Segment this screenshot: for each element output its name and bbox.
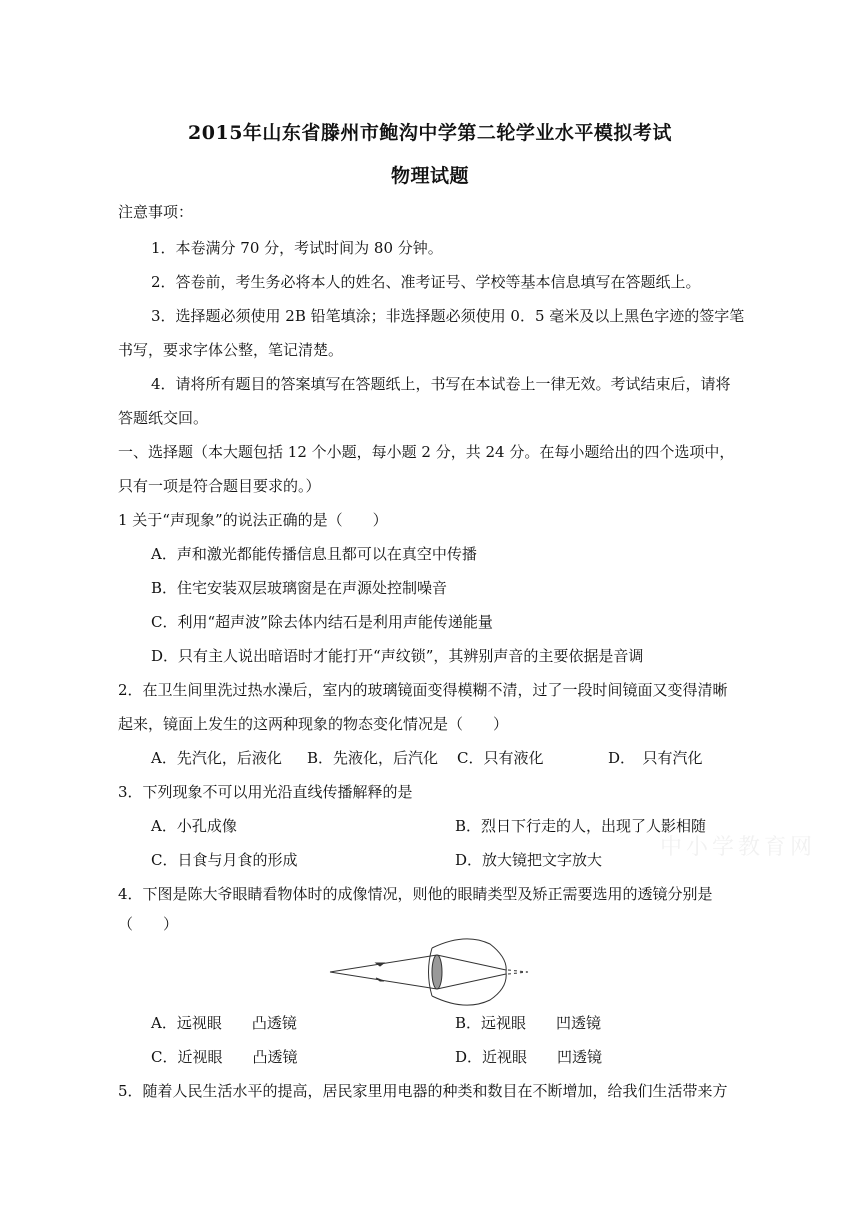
- notice-item: 1．本卷满分 70 分，考试时间为 80 分钟。: [151, 239, 443, 257]
- question-1-option-b: B．住宅安装双层玻璃窗是在声源处控制噪音: [151, 579, 448, 597]
- question-2-option-b: B．先液化，后汽化: [307, 749, 439, 767]
- question-3-option-c: C．日食与月食的形成: [151, 851, 298, 869]
- exam-subtitle: 物理试题: [390, 165, 469, 187]
- question-1-option-d: D．只有主人说出暗语时才能打开“声纹锁”，其辨别声音的主要依据是音调: [151, 647, 644, 665]
- question-2-option-c: C．只有液化: [457, 749, 544, 767]
- question-3-option-b: B．烈日下行走的人，出现了人影相随: [455, 817, 707, 835]
- question-1-option-a: A．声和激光都能传播信息且都可以在真空中传播: [151, 545, 477, 563]
- eye-diagram: [320, 930, 540, 1010]
- refracted-ray: [437, 974, 506, 989]
- notice-item: 4．请将所有题目的答案填写在答题纸上，书写在本试卷上一律无效。考试结束后，请将: [151, 375, 731, 393]
- notice-item: 答题纸交回。: [118, 409, 209, 427]
- question-2-option-a: A．先汽化，后液化: [151, 749, 282, 767]
- question-5-stem: 5．随着人民生活水平的提高，居民家里用电器的种类和数目在不断增加，给我们生活带来方: [118, 1082, 728, 1100]
- notice-item: 2．答卷前，考生务必将本人的姓名、准考证号、学校等基本信息填写在答题纸上。: [151, 273, 701, 291]
- question-2-stem: 2．在卫生间里洗过热水澡后，室内的玻璃镜面变得模糊不清，过了一段时间镜面又变得清晰: [118, 681, 728, 699]
- notice-item: 书写，要求字体公整，笔记清楚。: [118, 341, 344, 359]
- cornea-outline: [429, 948, 433, 996]
- question-4-stem: 4．下图是陈大爷眼睛看物体时的成像情况，则他的眼睛类型及矫正需要选用的透镜分别是: [118, 885, 713, 903]
- exam-title: 2015年山东省滕州市鲍沟中学第二轮学业水平模拟考试: [188, 122, 672, 144]
- question-2-stem: 起来，镜面上发生的这两种现象的物态变化情况是（ ）: [118, 715, 509, 733]
- question-1-option-c: C．利用“超声波”除去体内结石是利用声能传递能量: [151, 613, 493, 631]
- notice-heading: 注意事项：: [118, 203, 194, 221]
- watermark: 中小学教育网: [660, 835, 817, 860]
- eyeball-outline: [432, 939, 506, 1005]
- ray-arrow-icon: [376, 963, 384, 966]
- question-4-stem: （ ）: [118, 915, 179, 933]
- question-1-stem: 1 关于“声现象”的说法正确的是（ ）: [118, 511, 388, 529]
- dashed-ray: [508, 970, 528, 972]
- question-4-option-a: A．远视眼 凸透镜: [151, 1014, 297, 1032]
- question-4-option-c: C．近视眼 凸透镜: [151, 1048, 298, 1066]
- question-2-option-d: D． 只有汽化: [608, 749, 703, 767]
- question-3-option-a: A．小孔成像: [151, 817, 237, 835]
- refracted-ray: [437, 955, 506, 970]
- question-3-option-d: D．放大镜把文字放大: [455, 851, 603, 869]
- section-heading: 一、选择题（本大题包括 12 个小题，每小题 2 分，共 24 分。在每小题给出的四个选项中，: [118, 443, 735, 461]
- section-heading: 只有一项是符合题目要求的。）: [118, 477, 321, 495]
- question-4-option-d: D．近视眼 凹透镜: [455, 1048, 603, 1066]
- ray-arrow-icon: [376, 978, 384, 981]
- eye-lens: [432, 955, 442, 989]
- dashed-ray: [508, 972, 528, 974]
- notice-item: 3．选择题必须使用 2B 铅笔填涂；非选择题必须使用 0．5 毫米及以上黑色字迹的签字笔: [151, 307, 745, 325]
- question-4-option-b: B．远视眼 凹透镜: [455, 1014, 602, 1032]
- question-3-stem: 3．下列现象不可以用光沿直线传播解释的是: [118, 783, 413, 801]
